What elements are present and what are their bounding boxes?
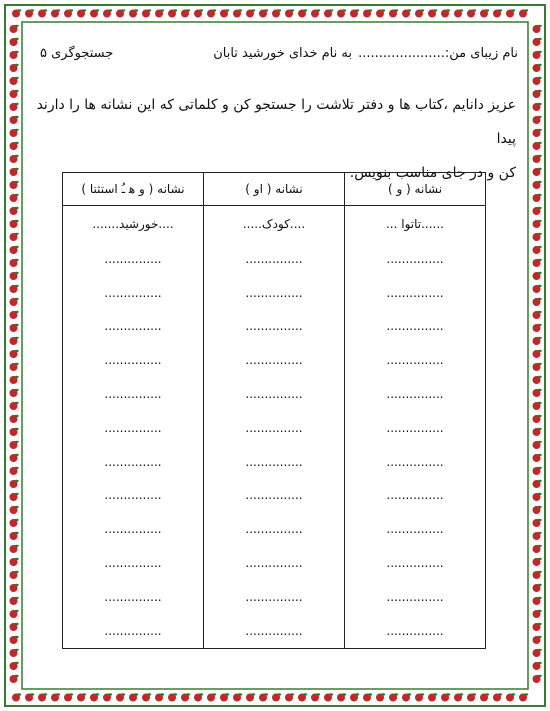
border-leaf-icon: [17, 9, 21, 11]
border-leaf-icon: [212, 693, 216, 695]
border-leaf-icon: [485, 693, 489, 695]
column-header-vav: نشانه ( و ): [345, 173, 486, 206]
border-leaf-icon: [225, 693, 229, 695]
border-leaf-icon: [14, 441, 18, 443]
border-leaf-icon: [446, 9, 450, 11]
border-leaf-icon: [537, 493, 541, 495]
border-leaf-icon: [277, 9, 281, 11]
border-leaf-icon: [446, 693, 450, 695]
border-leaf-icon: [14, 389, 18, 391]
border-leaf-icon: [14, 285, 18, 287]
border-leaf-icon: [524, 9, 528, 11]
border-leaf-icon: [537, 298, 541, 300]
blank-cell[interactable]: ...............: [345, 445, 486, 479]
blank-cell[interactable]: ...............: [204, 310, 345, 344]
example-cell-exception: ....خورشید.......: [63, 206, 204, 243]
blank-cell[interactable]: ...............: [204, 580, 345, 614]
border-leaf-icon: [537, 376, 541, 378]
border-leaf-icon: [14, 64, 18, 66]
table-row: [63, 546, 486, 580]
table-row: [63, 310, 486, 344]
border-leaf-icon: [537, 285, 541, 287]
border-leaf-icon: [537, 441, 541, 443]
border-leaf-icon: [420, 693, 424, 695]
border-leaf-icon: [14, 662, 18, 664]
border-leaf-icon: [368, 693, 372, 695]
border-leaf-icon: [108, 693, 112, 695]
border-leaf-icon: [14, 558, 18, 560]
border-leaf-icon: [173, 9, 177, 11]
border-leaf-icon: [407, 693, 411, 695]
border-leaf-icon: [316, 9, 320, 11]
instruction-line-2: کن و در جای مناسب بنویس.: [349, 165, 516, 181]
table-row: [63, 411, 486, 445]
border-leaf-icon: [537, 155, 541, 157]
border-leaf-icon: [537, 415, 541, 417]
border-leaf-icon: [537, 636, 541, 638]
border-leaf-icon: [95, 693, 99, 695]
border-leaf-icon: [14, 207, 18, 209]
border-leaf-icon: [472, 693, 476, 695]
border-leaf-icon: [14, 493, 18, 495]
border-leaf-icon: [14, 51, 18, 53]
border-leaf-icon: [303, 9, 307, 11]
blank-cell[interactable]: ...............: [345, 614, 486, 648]
table-row: [63, 614, 486, 648]
border-leaf-icon: [14, 77, 18, 79]
border-leaf-icon: [14, 350, 18, 352]
border-leaf-icon: [537, 558, 541, 560]
border-leaf-icon: [43, 693, 47, 695]
border-leaf-icon: [212, 9, 216, 11]
border-leaf-icon: [537, 194, 541, 196]
blank-cell[interactable]: ...............: [345, 411, 486, 445]
border-leaf-icon: [368, 9, 372, 11]
blank-cell[interactable]: ...............: [63, 276, 204, 310]
border-leaf-icon: [537, 350, 541, 352]
border-leaf-icon: [433, 9, 437, 11]
border-leaf-icon: [14, 402, 18, 404]
border-leaf-icon: [108, 9, 112, 11]
blank-cell[interactable]: ...............: [345, 242, 486, 276]
border-leaf-icon: [537, 519, 541, 521]
blank-cell[interactable]: ...............: [63, 377, 204, 411]
border-leaf-icon: [537, 389, 541, 391]
blank-cell[interactable]: ...............: [63, 343, 204, 377]
border-leaf-icon: [511, 9, 515, 11]
border-leaf-icon: [355, 9, 359, 11]
blank-cell[interactable]: ...............: [204, 242, 345, 276]
border-leaf-icon: [14, 90, 18, 92]
border-leaf-icon: [537, 545, 541, 547]
border-leaf-icon: [251, 9, 255, 11]
blank-cell[interactable]: ...............: [204, 512, 345, 546]
border-leaf-icon: [14, 337, 18, 339]
blank-cell[interactable]: ...............: [204, 276, 345, 310]
example-row: [63, 206, 486, 243]
border-leaf-icon: [537, 597, 541, 599]
worksheet-title: جستجوگری ۵: [40, 46, 114, 61]
student-name-field[interactable]: نام زیبای من:.....................: [358, 46, 518, 61]
instruction-line-1: عزیز دانایم ،کتاب ها و دفتر تلاشت را جستجو کن و کلماتی که این نشانه ها را دارند پیدا: [36, 97, 516, 147]
table-row: [63, 479, 486, 513]
table-row: [63, 512, 486, 546]
border-leaf-icon: [407, 9, 411, 11]
border-leaf-icon: [264, 9, 268, 11]
border-leaf-icon: [14, 220, 18, 222]
blank-cell[interactable]: ...............: [63, 310, 204, 344]
border-leaf-icon: [14, 129, 18, 131]
worksheet-header: [28, 46, 522, 70]
border-leaf-icon: [14, 376, 18, 378]
border-leaf-icon: [537, 675, 541, 677]
border-leaf-icon: [14, 233, 18, 235]
border-leaf-icon: [14, 636, 18, 638]
border-leaf-icon: [14, 103, 18, 105]
border-leaf-icon: [537, 454, 541, 456]
border-leaf-icon: [537, 480, 541, 482]
border-leaf-icon: [290, 9, 294, 11]
border-leaf-icon: [537, 220, 541, 222]
border-leaf-icon: [537, 51, 541, 53]
border-leaf-icon: [14, 311, 18, 313]
border-leaf-icon: [537, 90, 541, 92]
border-leaf-icon: [537, 623, 541, 625]
border-leaf-icon: [537, 532, 541, 534]
column-header-exception: نشانه ( و ﻫ ـُ استثنا ): [63, 173, 204, 206]
blank-cell[interactable]: ...............: [63, 580, 204, 614]
border-leaf-icon: [225, 9, 229, 11]
blank-cell[interactable]: ...............: [63, 512, 204, 546]
border-leaf-icon: [14, 168, 18, 170]
border-leaf-icon: [537, 129, 541, 131]
blank-cell[interactable]: ...............: [204, 411, 345, 445]
border-leaf-icon: [14, 142, 18, 144]
blank-cell[interactable]: ...............: [204, 445, 345, 479]
border-leaf-icon: [147, 693, 151, 695]
border-leaf-icon: [420, 9, 424, 11]
blank-cell[interactable]: ...............: [345, 479, 486, 513]
border-leaf-icon: [524, 693, 528, 695]
border-leaf-icon: [69, 693, 73, 695]
border-leaf-icon: [14, 571, 18, 573]
border-leaf-icon: [459, 9, 463, 11]
example-cell-oo: ....کودک.....: [204, 206, 345, 243]
border-leaf-icon: [537, 649, 541, 651]
border-leaf-icon: [14, 675, 18, 677]
border-leaf-icon: [14, 584, 18, 586]
border-leaf-icon: [14, 415, 18, 417]
border-leaf-icon: [537, 324, 541, 326]
border-leaf-icon: [14, 363, 18, 365]
table-row: [63, 377, 486, 411]
blank-cell[interactable]: ...............: [63, 242, 204, 276]
border-leaf-icon: [537, 363, 541, 365]
border-leaf-icon: [498, 693, 502, 695]
border-leaf-icon: [121, 9, 125, 11]
border-leaf-icon: [537, 38, 541, 40]
border-leaf-icon: [537, 272, 541, 274]
border-leaf-icon: [537, 181, 541, 183]
blank-cell[interactable]: ...............: [63, 614, 204, 648]
border-leaf-icon: [14, 597, 18, 599]
border-leaf-icon: [82, 9, 86, 11]
border-leaf-icon: [238, 9, 242, 11]
blank-cell[interactable]: ...............: [345, 310, 486, 344]
border-leaf-icon: [14, 272, 18, 274]
border-leaf-icon: [498, 9, 502, 11]
border-leaf-icon: [14, 194, 18, 196]
blank-cell[interactable]: ...............: [345, 377, 486, 411]
border-leaf-icon: [14, 545, 18, 547]
border-leaf-icon: [537, 77, 541, 79]
blank-cell[interactable]: ...............: [204, 343, 345, 377]
border-leaf-icon: [199, 693, 203, 695]
border-leaf-icon: [511, 693, 515, 695]
border-leaf-icon: [537, 116, 541, 118]
table-row: [63, 242, 486, 276]
border-leaf-icon: [14, 623, 18, 625]
border-leaf-icon: [459, 693, 463, 695]
border-leaf-icon: [14, 116, 18, 118]
border-leaf-icon: [199, 9, 203, 11]
table-row: [63, 445, 486, 479]
border-leaf-icon: [537, 207, 541, 209]
blank-cell[interactable]: ...............: [204, 377, 345, 411]
border-leaf-icon: [14, 155, 18, 157]
border-leaf-icon: [537, 64, 541, 66]
border-leaf-icon: [537, 103, 541, 105]
border-leaf-icon: [537, 428, 541, 430]
border-leaf-icon: [537, 662, 541, 664]
border-leaf-icon: [186, 693, 190, 695]
border-leaf-icon: [14, 467, 18, 469]
border-leaf-icon: [14, 506, 18, 508]
border-leaf-icon: [537, 25, 541, 27]
border-leaf-icon: [251, 693, 255, 695]
words-table: [62, 172, 486, 649]
border-leaf-icon: [160, 9, 164, 11]
border-leaf-icon: [537, 337, 541, 339]
border-leaf-icon: [14, 532, 18, 534]
border-leaf-icon: [472, 9, 476, 11]
border-leaf-icon: [537, 311, 541, 313]
border-leaf-icon: [485, 9, 489, 11]
example-cell-vav: ......تاتوا ...: [345, 206, 486, 243]
border-leaf-icon: [160, 693, 164, 695]
blank-cell[interactable]: ...............: [63, 546, 204, 580]
border-leaf-icon: [303, 693, 307, 695]
blank-cell[interactable]: ...............: [345, 546, 486, 580]
border-leaf-icon: [17, 693, 21, 695]
blank-cell[interactable]: ...............: [63, 445, 204, 479]
border-leaf-icon: [355, 693, 359, 695]
border-leaf-icon: [329, 693, 333, 695]
border-leaf-icon: [264, 693, 268, 695]
border-leaf-icon: [342, 9, 346, 11]
blank-cell[interactable]: ...............: [63, 411, 204, 445]
border-leaf-icon: [69, 9, 73, 11]
border-leaf-icon: [537, 584, 541, 586]
border-leaf-icon: [14, 610, 18, 612]
border-leaf-icon: [329, 9, 333, 11]
column-header-oo: نشانه ( او ): [204, 173, 345, 206]
border-leaf-icon: [537, 610, 541, 612]
blank-cell[interactable]: ...............: [204, 479, 345, 513]
border-leaf-icon: [537, 233, 541, 235]
border-leaf-icon: [537, 246, 541, 248]
border-leaf-icon: [14, 38, 18, 40]
border-leaf-icon: [147, 9, 151, 11]
border-leaf-icon: [186, 9, 190, 11]
blank-cell[interactable]: ...............: [63, 479, 204, 513]
border-leaf-icon: [43, 9, 47, 11]
border-leaf-icon: [14, 454, 18, 456]
blank-cell[interactable]: ...............: [204, 614, 345, 648]
border-leaf-icon: [14, 298, 18, 300]
border-leaf-icon: [173, 693, 177, 695]
blank-cell[interactable]: ...............: [345, 512, 486, 546]
worksheet: [28, 28, 522, 680]
border-leaf-icon: [95, 9, 99, 11]
table-row: [63, 343, 486, 377]
border-leaf-icon: [14, 480, 18, 482]
border-leaf-icon: [14, 649, 18, 651]
border-leaf-icon: [290, 693, 294, 695]
blank-cell[interactable]: ...............: [345, 343, 486, 377]
border-leaf-icon: [342, 693, 346, 695]
border-leaf-icon: [134, 693, 138, 695]
border-leaf-icon: [56, 693, 60, 695]
bismillah-text: به نام خدای خورشید تابان: [213, 46, 352, 61]
border-leaf-icon: [381, 9, 385, 11]
border-leaf-icon: [537, 571, 541, 573]
border-leaf-icon: [537, 402, 541, 404]
table-row: [63, 276, 486, 310]
border-leaf-icon: [82, 693, 86, 695]
border-leaf-icon: [14, 246, 18, 248]
border-leaf-icon: [394, 9, 398, 11]
table-header-row: [63, 173, 486, 206]
blank-cell[interactable]: ...............: [204, 546, 345, 580]
border-leaf-icon: [30, 9, 34, 11]
blank-cell[interactable]: ...............: [345, 580, 486, 614]
border-leaf-icon: [121, 693, 125, 695]
border-leaf-icon: [238, 693, 242, 695]
border-leaf-icon: [537, 259, 541, 261]
border-leaf-icon: [14, 25, 18, 27]
border-leaf-icon: [394, 693, 398, 695]
border-leaf-icon: [14, 324, 18, 326]
border-leaf-icon: [433, 693, 437, 695]
border-leaf-icon: [14, 519, 18, 521]
blank-cell[interactable]: ...............: [345, 276, 486, 310]
border-leaf-icon: [537, 168, 541, 170]
border-leaf-icon: [134, 9, 138, 11]
border-leaf-icon: [14, 259, 18, 261]
border-leaf-icon: [537, 467, 541, 469]
border-leaf-icon: [537, 506, 541, 508]
border-leaf-icon: [30, 693, 34, 695]
border-leaf-icon: [14, 181, 18, 183]
border-leaf-icon: [537, 142, 541, 144]
border-leaf-icon: [56, 9, 60, 11]
border-leaf-icon: [14, 428, 18, 430]
border-leaf-icon: [381, 693, 385, 695]
border-leaf-icon: [277, 693, 281, 695]
border-leaf-icon: [316, 693, 320, 695]
table-row: [63, 580, 486, 614]
